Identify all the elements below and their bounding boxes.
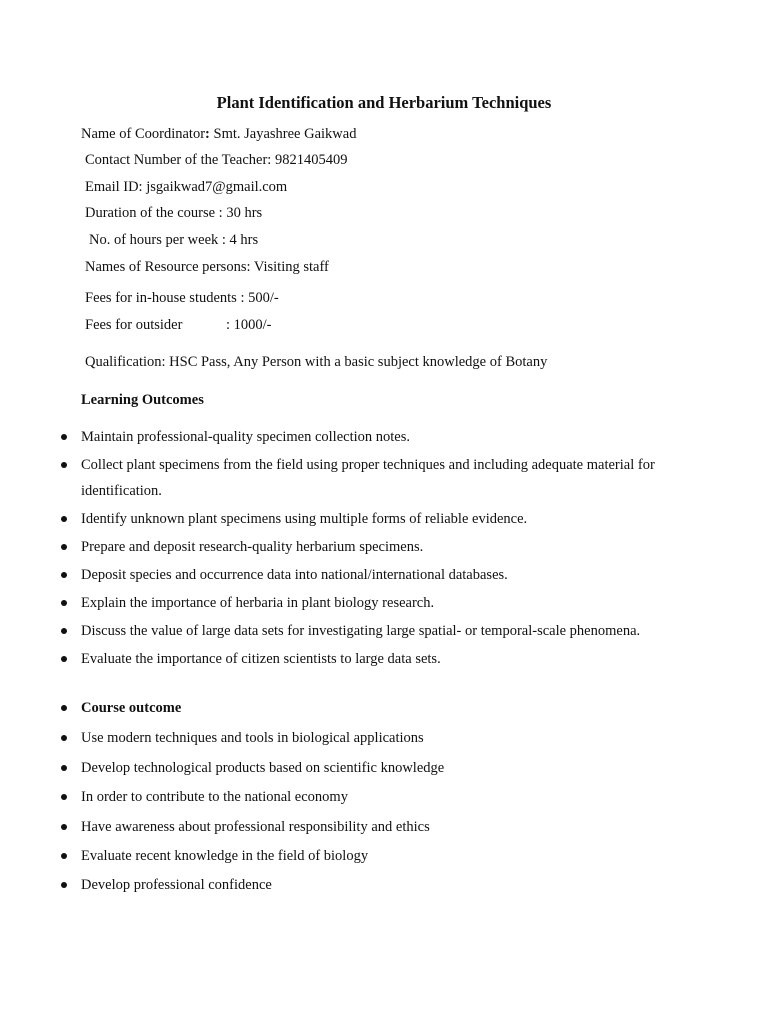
bullet-icon [61,817,69,825]
hours-per-week-line: No. of hours per week : 4 hrs [89,232,259,248]
email-line: Email ID: jsgaikwad7@gmail.com [85,179,288,195]
list-item: Have awareness about professional responsibility and ethics [81,819,430,835]
contact-line: Contact Number of the Teacher: 9821405409 [85,152,348,168]
bullet-icon [61,728,69,736]
list-item: Maintain professional-quality specimen collection notes. [81,429,410,445]
list-item: Explain the importance of herbaria in plant biology research. [81,595,435,611]
list-item: Identify unknown plant specimens using multiple forms of reliable evidence. [81,511,528,527]
bullet-icon [61,455,69,463]
bullet-icon [61,875,69,883]
list-item: Evaluate recent knowledge in the field of biology [81,848,369,864]
bullet-icon [61,649,69,657]
bullet-icon [61,427,69,435]
qualification-line: Qualification: HSC Pass, Any Person with a basic subject knowledge of Botany [85,354,548,370]
fees-inhouse-line: Fees for in-house students : 500/- [85,290,279,306]
list-item: Develop professional confidence [81,877,272,893]
list-item: Prepare and deposit research-quality herbarium specimens. [81,539,424,555]
bullet-icon [61,787,69,795]
bullet-icon [61,758,69,766]
list-item: Deposit species and occurrence data into national/international databases. [81,567,508,583]
coordinator-label: Name of Coordinator [81,126,206,142]
resource-persons-line: Names of Resource persons: Visiting staff [85,259,329,275]
bullet-icon [61,565,69,573]
list-item: Collect plant specimens from the field using proper techniques and including adequate material for [81,457,655,473]
bullet-icon [61,509,69,517]
list-item: In order to contribute to the national economy [81,789,348,805]
list-item-continuation: identification. [81,483,162,499]
fees-outsider-label: Fees for outsider [85,317,183,333]
coordinator-value: Smt. Jayashree Gaikwad [209,126,357,142]
duration-line: Duration of the course : 30 hrs [85,205,263,221]
bullet-icon [61,537,69,545]
list-item: Evaluate the importance of citizen scientists to large data sets. [81,651,441,667]
document-title: Plant Identification and Herbarium Techniques [216,93,552,112]
list-item: Develop technological products based on scientific knowledge [81,760,445,776]
bullet-icon [61,698,69,706]
list-item: Discuss the value of large data sets for investigating large spatial- or temporal-scale phenomena. [81,623,641,639]
fees-outsider-value: : 1000/- [226,317,272,333]
list-item: Use modern techniques and tools in biological applications [81,730,424,746]
coordinator-line [81,124,356,144]
coordinator-colon: : [205,126,210,142]
bullet-icon [61,593,69,601]
learning-outcomes-heading: Learning Outcomes [81,392,204,408]
bullet-icon [61,846,69,854]
course-outcome-heading: Course outcome [81,700,182,716]
bullet-icon [61,621,69,629]
